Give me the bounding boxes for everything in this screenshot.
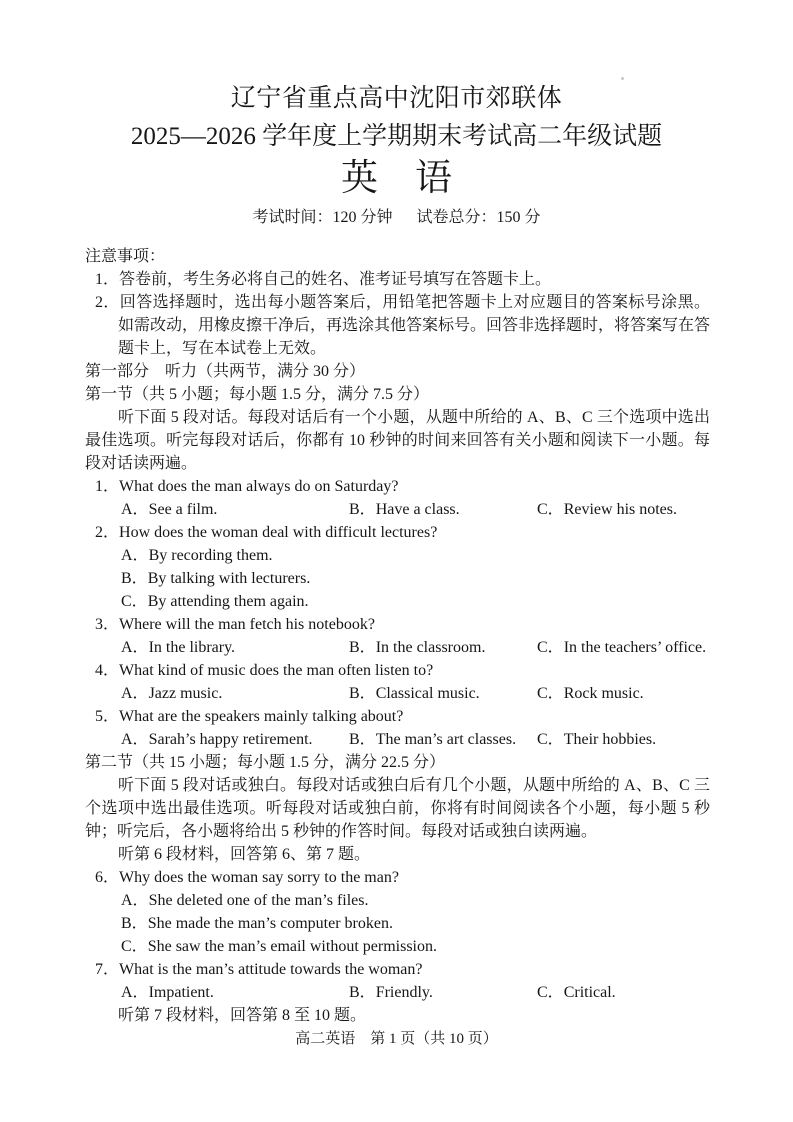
option-B xyxy=(121,912,710,935)
option-B xyxy=(349,498,537,521)
question-text: What does the man always do on Saturday? xyxy=(119,478,399,495)
question-2-text-line xyxy=(85,521,710,544)
option-label: A． xyxy=(121,731,149,748)
notice-item-2: 2．回答选择题时，选出每小题答案后，用铅笔把答题卡上对应题目的答案标号涂黑。如需改动，用橡皮擦干净后，再选涂其他答案标号。回答非选择题时，将答案写在答题卡上，写在本试卷上无效。 xyxy=(95,294,711,357)
option-label: B． xyxy=(349,731,376,748)
option-text: She saw the man’s email without permission. xyxy=(147,938,437,955)
part1-heading: 第一部分 听力（共两节，满分 30 分） xyxy=(85,363,366,380)
exam-header xyxy=(0,0,793,229)
option-label: A． xyxy=(121,501,149,518)
option-text: The man’s art classes. xyxy=(375,731,517,748)
option-label: A． xyxy=(121,892,149,909)
page-footer: 高二英语 第 1 页（共 10 页） xyxy=(295,1031,498,1047)
option-label: C． xyxy=(537,984,564,1001)
organization-title: 辽宁省重点高中沈阳市郊联体 xyxy=(230,85,563,112)
section2-instructions: 听下面 5 段对话或独白。每段对话或独白后有几个小题，从题中所给的 A、B、C 三个选项中选出最佳选项。听每段对话或独白前，你将有时间阅读各个小题，每小题 5 秒钟；听完后，各小题将给出 5 秒钟的作答时间。每段对话或独白读两遍。 xyxy=(85,777,710,840)
question-1-options xyxy=(121,498,710,521)
option-text: Have a class. xyxy=(375,501,460,518)
option-label: A． xyxy=(121,547,149,564)
exam-session-title: 2025—2026 学年度上学期期末考试高二年级试题 xyxy=(130,123,663,150)
question-text: What kind of music does the man often listen to? xyxy=(119,662,434,679)
question-4-options xyxy=(121,682,710,705)
question-7 xyxy=(85,958,710,1004)
option-label: B． xyxy=(349,639,376,656)
option-label: B． xyxy=(349,685,376,702)
option-A xyxy=(121,728,349,751)
question-number: 2． xyxy=(95,524,120,541)
option-A xyxy=(121,981,349,1004)
option-label: C． xyxy=(537,501,564,518)
notice-heading: 注意事项： xyxy=(85,248,166,265)
option-label: A． xyxy=(121,639,149,656)
option-label: C． xyxy=(121,938,148,955)
material-note-7: 听第 7 段材料，回答第 8 至 10 题。 xyxy=(118,1007,367,1024)
option-label: B． xyxy=(121,570,148,587)
option-label: C． xyxy=(121,593,148,610)
option-A xyxy=(121,682,349,705)
option-text: Rock music. xyxy=(563,685,644,702)
option-label: B． xyxy=(349,984,376,1001)
total-score-label: 试卷总分：150 分 xyxy=(416,209,541,226)
option-text: Review his notes. xyxy=(563,501,678,518)
question-6-options xyxy=(85,889,710,958)
option-text: She made the man’s computer broken. xyxy=(147,915,393,932)
question-4-text-line xyxy=(85,659,710,682)
subject-title: 英 语 xyxy=(341,158,452,199)
option-B xyxy=(121,567,710,590)
question-1-text-line xyxy=(85,475,710,498)
option-text: Their hobbies. xyxy=(563,731,657,748)
question-text: What is the man’s attitude towards the woman? xyxy=(119,961,423,978)
option-C xyxy=(121,590,710,613)
question-2-options xyxy=(85,544,710,613)
question-number: 6． xyxy=(95,869,120,886)
question-6 xyxy=(85,866,710,958)
question-1 xyxy=(85,475,710,521)
question-4 xyxy=(85,659,710,705)
option-A xyxy=(121,636,349,659)
option-C xyxy=(537,682,710,705)
option-label: C． xyxy=(537,685,564,702)
option-label: B． xyxy=(349,501,376,518)
question-text: What are the speakers mainly talking about? xyxy=(119,708,404,725)
option-A xyxy=(121,544,710,567)
option-C xyxy=(537,636,710,659)
question-3 xyxy=(85,613,710,659)
question-number: 7． xyxy=(95,961,120,978)
option-A xyxy=(121,889,710,912)
question-5-options xyxy=(121,728,710,751)
option-text: In the classroom. xyxy=(375,639,486,656)
section2-heading: 第二节（共 15 小题；每小题 1.5 分，满分 22.5 分） xyxy=(85,754,446,771)
exam-info-line xyxy=(0,207,793,229)
option-C xyxy=(537,728,710,751)
question-text: How does the woman deal with difficult lectures? xyxy=(119,524,438,541)
option-label: B． xyxy=(121,915,148,932)
option-text: See a film. xyxy=(148,501,218,518)
material-note-6: 听第 6 段材料，回答第 6、第 7 题。 xyxy=(118,846,371,863)
option-label: A． xyxy=(121,984,149,1001)
option-text: In the teachers’ office. xyxy=(563,639,707,656)
option-B xyxy=(349,636,537,659)
question-number: 1． xyxy=(95,478,120,495)
question-number: 3． xyxy=(95,616,120,633)
option-B xyxy=(349,682,537,705)
notice-item-1: 1．答卷前，考生务必将自己的姓名、准考证号填写在答题卡上。 xyxy=(95,271,552,288)
question-5-text-line xyxy=(85,705,710,728)
question-2 xyxy=(85,521,710,613)
option-text: Friendly. xyxy=(375,984,433,1001)
option-B xyxy=(349,981,537,1004)
question-text: Why does the woman say sorry to the man? xyxy=(119,869,399,886)
option-label: A． xyxy=(121,685,149,702)
question-3-text-line xyxy=(85,613,710,636)
option-label: C． xyxy=(537,639,564,656)
option-text: Classical music. xyxy=(375,685,480,702)
option-text: In the library. xyxy=(148,639,236,656)
question-number: 5． xyxy=(95,708,120,725)
option-text: Jazz music. xyxy=(148,685,223,702)
option-label: C． xyxy=(537,731,564,748)
question-7-options xyxy=(121,981,710,1004)
option-text: By attending them again. xyxy=(147,593,309,610)
question-text: Where will the man fetch his notebook? xyxy=(119,616,375,633)
question-6-text-line xyxy=(85,866,710,889)
question-7-text-line xyxy=(85,958,710,981)
option-text: Impatient. xyxy=(148,984,214,1001)
option-text: By recording them. xyxy=(148,547,273,564)
question-3-options xyxy=(121,636,710,659)
scan-artifact-dot xyxy=(621,77,624,80)
section1-heading: 第一节（共 5 小题；每小题 1.5 分，满分 7.5 分） xyxy=(85,386,430,403)
option-text: By talking with lecturers. xyxy=(147,570,311,587)
exam-time-label: 考试时间：120 分钟 xyxy=(252,209,393,226)
option-text: She deleted one of the man’s files. xyxy=(148,892,369,909)
option-C xyxy=(537,981,710,1004)
option-text: Sarah’s happy retirement. xyxy=(148,731,313,748)
question-number: 4． xyxy=(95,662,120,679)
option-C xyxy=(537,498,710,521)
question-5 xyxy=(85,705,710,751)
section2-question-list xyxy=(85,866,710,1004)
exam-body xyxy=(85,245,710,1027)
option-B xyxy=(349,728,537,751)
section1-instructions: 听下面 5 段对话。每段对话后有一个小题，从题中所给的 A、B、C 三个选项中选出最佳选项。听完每段对话后，你都有 10 秒钟的时间来回答有关小题和阅读下一小题。每段对话读两遍。 xyxy=(85,409,710,472)
option-text: Critical. xyxy=(563,984,616,1001)
option-C xyxy=(121,935,710,958)
section1-question-list xyxy=(85,475,710,751)
option-A xyxy=(121,498,349,521)
